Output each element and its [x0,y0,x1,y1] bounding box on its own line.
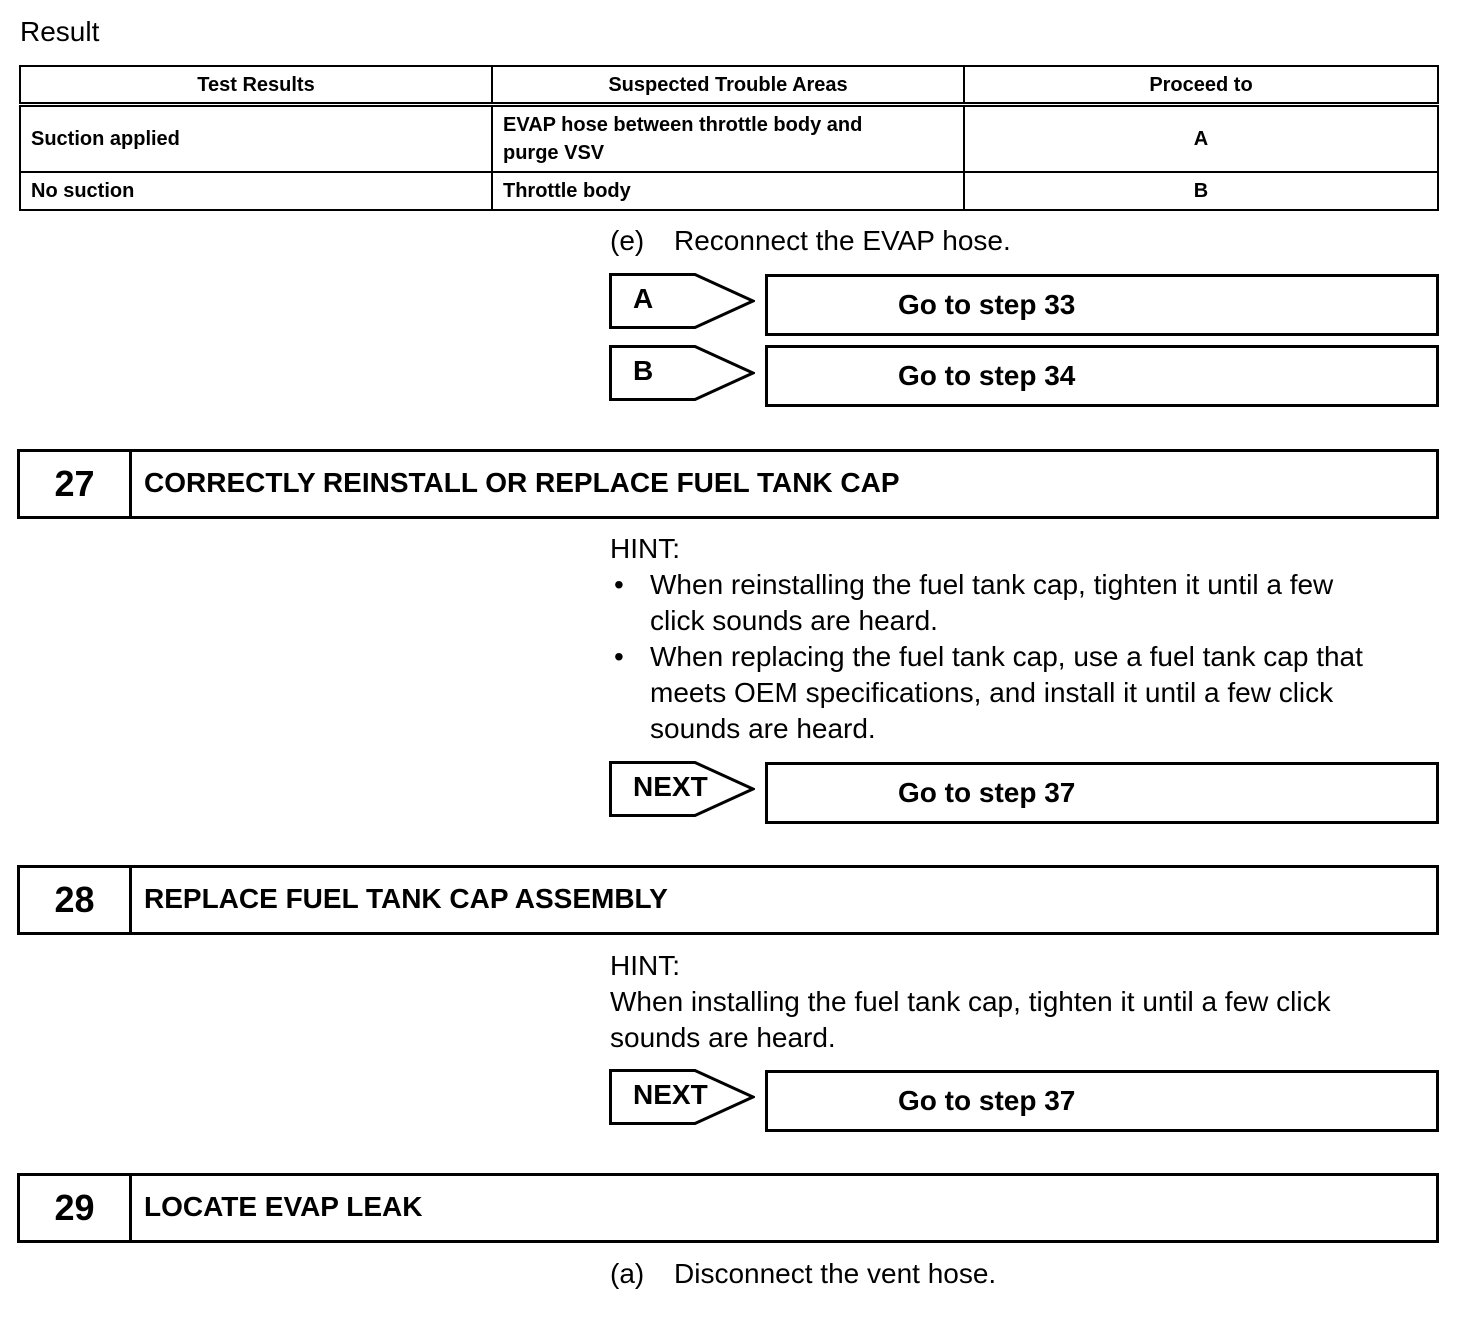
substep-marker: (e) [610,225,645,256]
step-27-header [17,449,1439,519]
substep-text: Reconnect the EVAP hose. [674,225,1011,256]
substep-text: Disconnect the vent hose. [674,1258,997,1289]
branch-tag-label: A [633,283,654,314]
step-28-hint [610,948,1440,1056]
step-number: 28 [20,868,132,932]
cell-trouble-area-line: EVAP hose between throttle body and [503,114,863,136]
header-test-results: Test Results [20,66,492,105]
next-tag[interactable] [609,1069,755,1125]
header-proceed-to: Proceed to [964,66,1438,105]
hint-line: sounds are heard. [610,1022,836,1053]
next-tag-label: NEXT [633,771,708,802]
step-title: LOCATE EVAP LEAK [144,1191,423,1222]
arrow-tag-shape [609,273,755,329]
bullet-line: click sounds are heard. [650,605,938,636]
substep-marker: (a) [610,1258,645,1289]
hint-label: HINT: [610,950,680,981]
branch-a-tag[interactable] [609,273,755,329]
cell-proceed-to: B [964,172,1438,210]
hint-bullet [610,639,1440,747]
substep-a [610,1256,996,1292]
bullet-line: When reinstalling the fuel tank cap, tighten it until a few [650,569,1334,600]
step-number: 29 [20,1176,132,1240]
step-title: CORRECTLY REINSTALL OR REPLACE FUEL TANK CAP [144,467,900,498]
result-heading: Result [20,16,100,47]
goto-label: Go to step 37 [898,777,1076,808]
hint-bullet [610,567,1440,639]
next-tag[interactable] [609,761,755,817]
goto-label: Go to step 33 [898,289,1076,320]
table-row [20,105,1438,173]
goto-step-34-box[interactable] [765,345,1439,407]
bullet-line: meets OEM specifications, and install it until a few click [650,677,1334,708]
hint-line: When installing the fuel tank cap, tighten it until a few click [610,986,1331,1017]
cell-trouble-area-line: purge VSV [503,142,605,164]
bullet-line: When replacing the fuel tank cap, use a fuel tank cap that [650,641,1363,672]
next-tag-label: NEXT [633,1079,708,1110]
cell-test-result: Suction applied [20,105,492,173]
goto-step-37-box[interactable] [765,1070,1439,1132]
arrow-tag-shape [609,345,755,401]
bullet-dot: • [614,569,624,600]
branch-tag-label: B [633,355,654,386]
bullet-dot: • [614,641,624,672]
step-number: 27 [20,452,132,516]
hint-label: HINT: [610,533,680,564]
bullet-line: sounds are heard. [650,713,876,744]
step-29-header [17,1173,1439,1243]
cell-test-result: No suction [20,172,492,210]
goto-label: Go to step 37 [898,1085,1076,1116]
goto-step-33-box[interactable] [765,274,1439,336]
substep-e [610,223,1011,259]
cell-trouble-area [492,105,964,173]
table-header-row [20,66,1438,105]
cell-trouble-area: Throttle body [492,172,964,210]
step-27-hint [610,531,1440,747]
step-28-header [17,865,1439,935]
goto-step-37-box[interactable] [765,762,1439,824]
header-suspected-trouble-areas: Suspected Trouble Areas [492,66,964,105]
cell-proceed-to: A [964,105,1438,173]
branch-b-tag[interactable] [609,345,755,401]
goto-label: Go to step 34 [898,360,1076,391]
results-table [19,65,1439,211]
table-row [20,172,1438,210]
step-title: REPLACE FUEL TANK CAP ASSEMBLY [144,883,668,914]
